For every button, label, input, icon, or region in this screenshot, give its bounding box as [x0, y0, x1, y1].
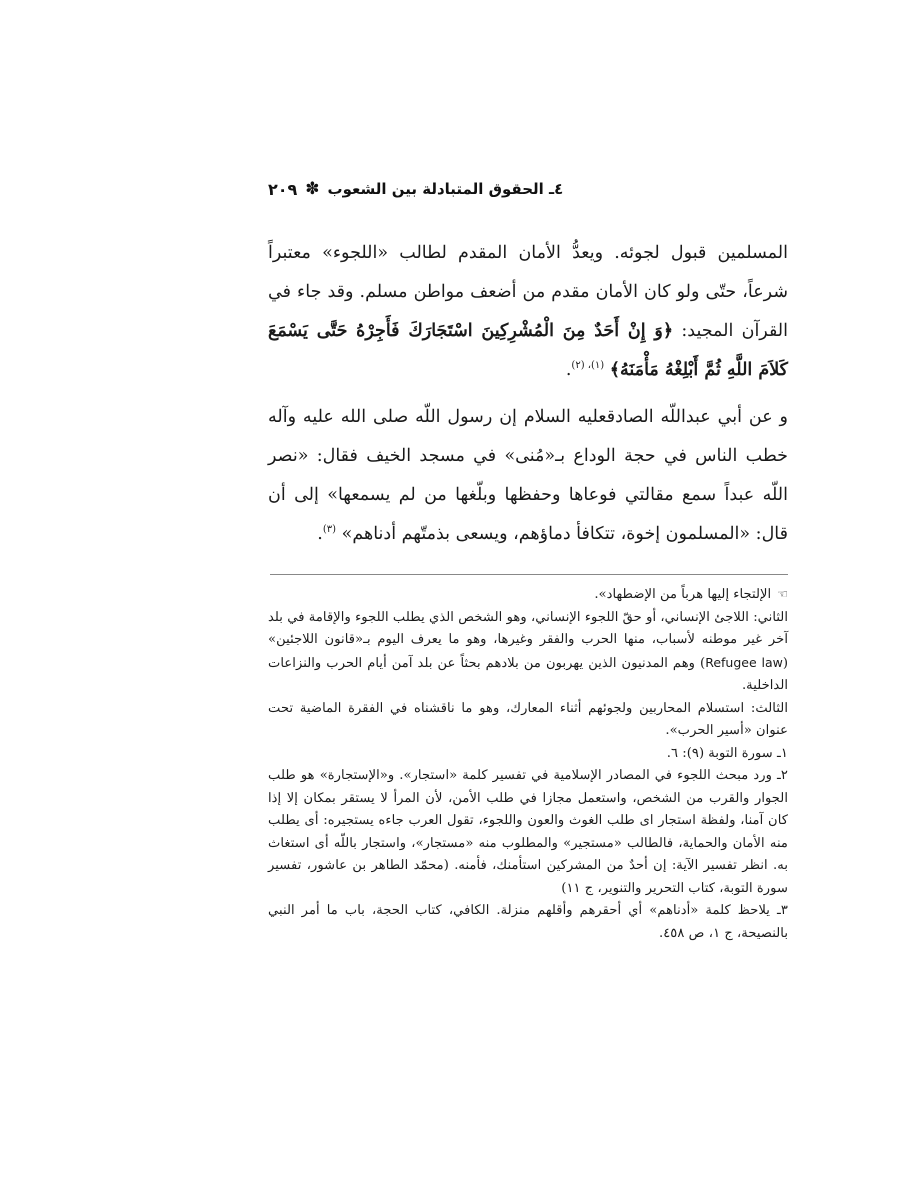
footnote-3: ٣ـ يلاحظ كلمة «أدناهم» أي أحقرهم وأقلهم منزلة. الكافي، كتاب الحجة، باب ما أمر النبي بالنصيحة، ج ١، ص ٤٥٨. — [268, 903, 788, 941]
footnote-ref-1-2: (١)، (٢) — [571, 360, 605, 372]
paragraph-1-text: المسلمين قبول لجوئه. ويعدُّ الأمان المقدم لطالب «اللجوء» معتبراً شرعاً، حتّى ولو كان الأمان مقدم من أضعف مواطن مسلم. وقد جاء في القرآن المجيد: — [268, 243, 789, 341]
chapter-title: ٤ـ الحقوق المتبادلة بين الشعوب — [327, 180, 564, 198]
main-text — [268, 234, 788, 554]
footnote-second-type — [268, 607, 788, 698]
paragraph-2-text: و عن أبي عبداللّه الصادقعليه السلام إن رسول اللّه صلى الله عليه وآله خطب الناس في حجة الوداع بـ«مُنى» في مسجد الخيف فقال: «نصر اللّه عبداً سمع مقالتي فوعاها وحفظها وبلّغها من لم يسمعها» إلى أن قال: «المسلمون إخوة، تتكافأ دماؤهم، ويسعى بذمتّهم أدناهم» — [268, 407, 788, 544]
pointing-hand-icon: ☜ — [777, 587, 788, 601]
footnote-second-text-a: الثاني: اللاجئ الإنساني، أو حقّ اللجوء الإنساني، وهو الشخص الذي يطلب اللجوء والإقامة في بلد آخر غير موطنه لأسباب، منها الحرب والفقر وغيرها، وهو ما يعرف اليوم بـ«قانون اللاجئين» ( — [268, 609, 788, 671]
quran-verse: ﴿وَ إِنْ أَحَدٌ مِنَ الْمُشْرِكِينَ اسْتَجَارَكَ فَأَجِرْهُ حَتَّى يَسْمَعَ كَلاَمَ اللَّهِ ثُمَّ أَبْلِغْهُ مَأْمَنَهُ﴾ — [268, 321, 788, 380]
book-page — [268, 178, 788, 945]
footnote-divider — [270, 574, 788, 575]
footnote-1: ١ـ سورة التوبة (٩): ٦. — [666, 745, 788, 761]
paragraph-2 — [268, 398, 788, 554]
footnotes — [268, 583, 788, 945]
page-number: ٢٠٩ — [268, 179, 298, 199]
footnote-2: ٢ـ ورد مبحث اللجوء في المصادر الإسلامية في تفسير كلمة «استجار». و«الإستجارة» هو طلب الجوار والقرب من الشخص، واستعمل مجازا في طلب الأمن، لأن المرأ لا يستقر بمكان إلا إذا كان آمنا، ولفظة استجار اى طلب الغوث والعون واللجوء، تقول العرب جاءه يستجيره: أى يطلب منه الأمان والحماية، فالطالب «مستجير» والمطلوب منه «مستجار»، واستجار باللّه أى استغاث به. انظر تفسير الآية: إن أحدٌ من المشركين استأمنك، فأمنه. (محمّد الطاهر بن عاشور، تفسير سورة التوبة، كتاب التحرير والتنوير، ج ١١) — [268, 768, 788, 896]
running-header — [268, 178, 788, 200]
footnote-continuation — [268, 583, 788, 607]
footnote-ref-3: (٣) — [322, 524, 337, 536]
footnote-continuation-text: الإلتجاء إليها هرباً من الإضطهاد». — [594, 587, 772, 602]
flower-ornament-icon: ✽ — [305, 179, 320, 199]
paragraph-2-end: . — [317, 524, 323, 544]
footnote-second-text-b: ) وهم المدنيون الذين يهربون من بلادهم بحثاً عن بلد آمن أيام الحرب والنزاعات الداخلية. — [268, 655, 788, 693]
paragraph-1-end: . — [565, 360, 572, 380]
paragraph-1 — [268, 234, 788, 390]
english-term: Refugee law — [705, 654, 783, 670]
footnote-third-type: الثالث: استسلام المحاربين ولجوئهم أثناء المعارك، وهو ما ناقشناه في الفقرة الماضية تحت عنوان «أسير الحرب». — [268, 700, 788, 738]
